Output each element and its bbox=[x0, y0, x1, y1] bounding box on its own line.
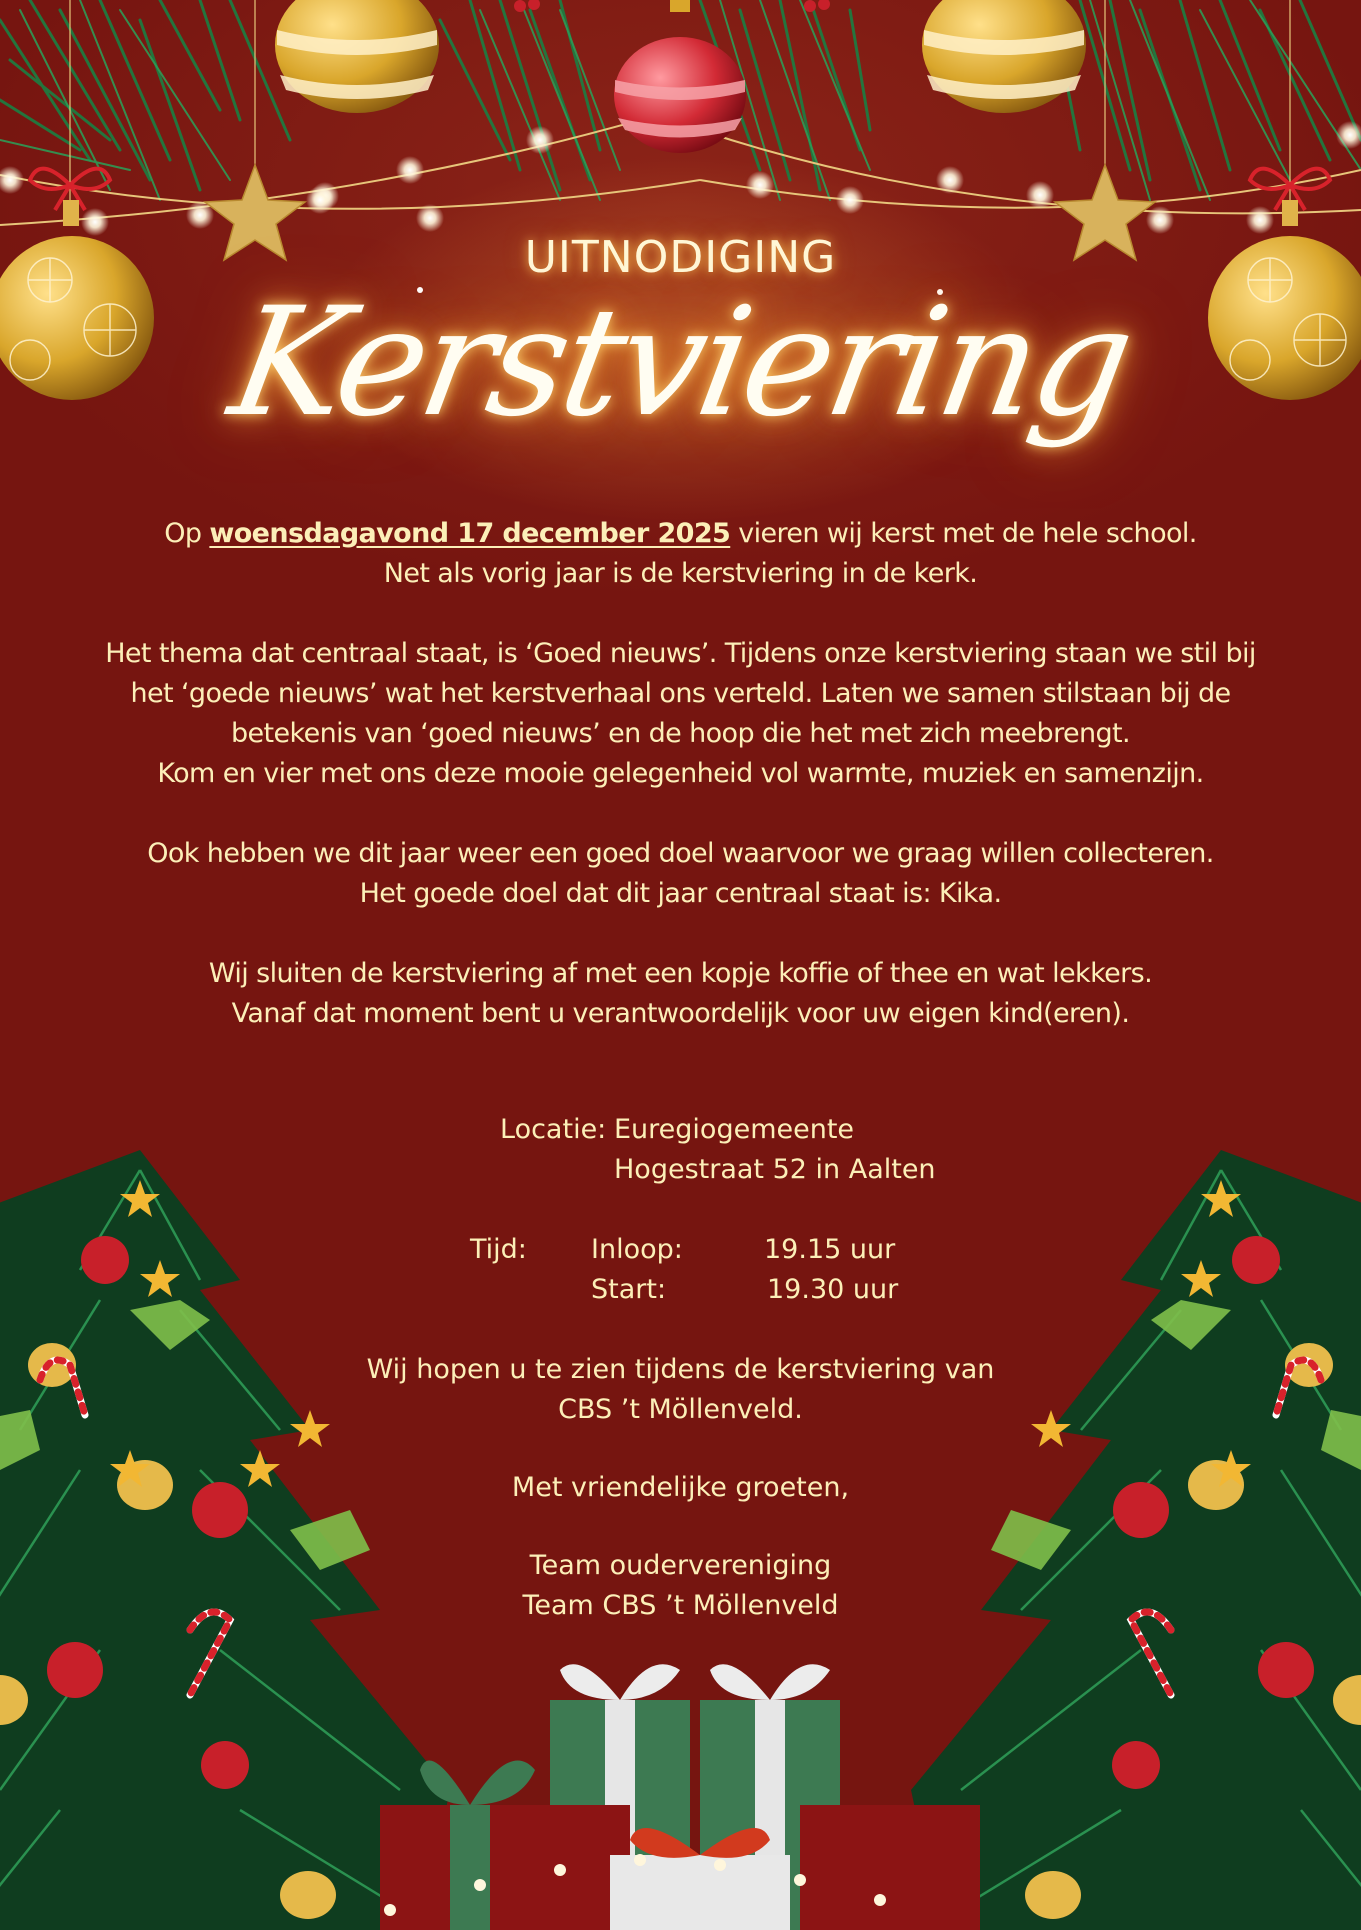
closing-info-line: Vanaf dat moment bent u verantwoordelijk voor uw eigen kind(eren). bbox=[231, 998, 1130, 1029]
intro-line-1 bbox=[0, 514, 1361, 554]
time-start-value: 19.30 uur bbox=[767, 1274, 899, 1305]
theme-line: Kom en vier met ons deze mooie gelegenheid vol warmte, muziek en samenzijn. bbox=[157, 758, 1204, 789]
intro-line-2: Net als vorig jaar is de kerstviering in de kerk. bbox=[383, 558, 978, 589]
charity-line: Het goede doel dat dit jaar centraal staat is: Kika. bbox=[359, 878, 1002, 909]
theme-line: Het thema dat centraal staat, is ‘Goed nieuws’. Tijdens onze kerstviering staan we stil bij bbox=[105, 638, 1256, 669]
gift-boxes-decoration bbox=[360, 1640, 1000, 1930]
event-date: woensdagavond 17 december 2025 bbox=[209, 518, 731, 549]
time-start-label: Start: bbox=[591, 1274, 667, 1305]
theme-line: het ‘goede nieuws’ wat het kerstverhaal ons verteld. Laten we samen stilstaan bij de bbox=[130, 678, 1231, 709]
theme-line: betekenis van ‘goed nieuws’ en de hoop die het met zich meebrengt. bbox=[230, 718, 1131, 749]
location-label: Locatie: bbox=[500, 1114, 607, 1145]
greeting: Met vriendelijke groeten, bbox=[511, 1472, 850, 1503]
closing-info-line: Wij sluiten de kerstviering af met een kopje koffie of thee en wat lekkers. bbox=[208, 958, 1153, 989]
time-inloop-value: 19.15 uur bbox=[764, 1234, 896, 1265]
charity-line: Ook hebben we dit jaar weer een goed doel waarvoor we graag willen collecteren. bbox=[147, 838, 1214, 869]
time-inloop-label: Inloop: bbox=[591, 1234, 683, 1265]
location-name: Euregiogemeente bbox=[614, 1114, 855, 1145]
location-address: Hogestraat 52 in Aalten bbox=[614, 1154, 936, 1185]
invitation-body bbox=[0, 514, 1361, 1034]
time-label: Tijd: bbox=[470, 1234, 527, 1265]
signature: Team oudervereniging bbox=[529, 1550, 832, 1581]
event-title: Kerstviering bbox=[219, 276, 1142, 450]
invitation-subtitle: UITNODIGING bbox=[524, 232, 837, 283]
intro-suffix: vieren wij kerst met de hele school. bbox=[730, 518, 1197, 549]
signature: Team CBS ’t Möllenveld bbox=[522, 1590, 839, 1621]
hope-line: CBS ’t Möllenveld. bbox=[558, 1394, 803, 1425]
hope-line: Wij hopen u te zien tijdens de kerstviering van bbox=[366, 1354, 995, 1385]
intro-prefix: Op bbox=[164, 518, 210, 549]
